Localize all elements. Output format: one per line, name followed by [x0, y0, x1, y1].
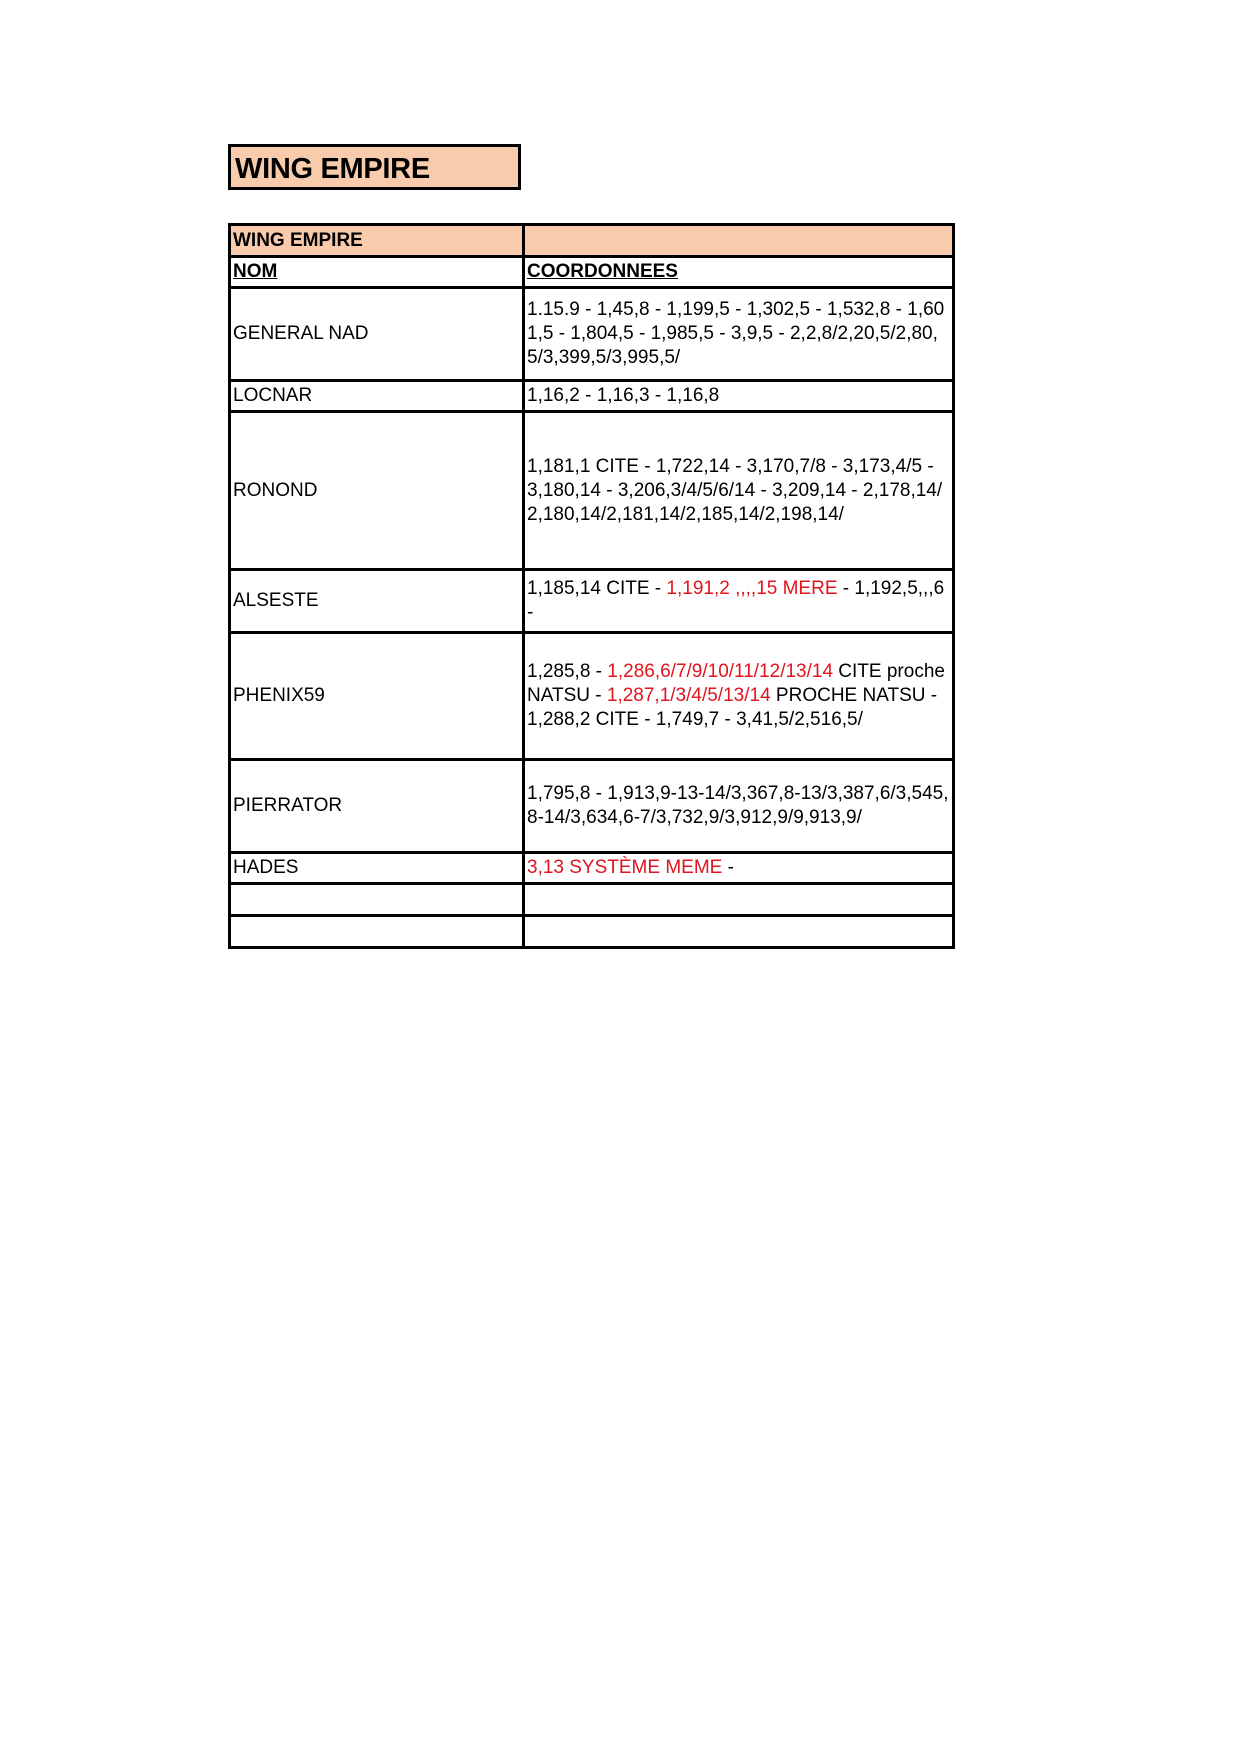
empty-table-row	[230, 916, 954, 948]
document-title: WING EMPIRE	[235, 153, 430, 185]
table-row	[230, 570, 954, 633]
coords-segment: 1,181,1 CITE - 1,722,14 - 3,170,7/8 - 3,173,4/5 - 3,180,14 - 3,206,3/4/5/6/14 - 3,209,14 - 2,178,14/2,180,14/2,181,14/2,185,14/2,198,14/	[527, 455, 943, 525]
row-name-cell: LOCNAR	[230, 381, 524, 412]
table-group-header-row	[230, 225, 954, 257]
table-row	[230, 633, 954, 760]
coords-segment: 1,286,6/7/9/10/11/12/13/14	[607, 661, 834, 682]
row-name-cell: PHENIX59	[230, 633, 524, 760]
coords-segment: - 1,192,5,,,6 -	[527, 578, 945, 623]
coords-segment: 1,287,1/3/4/5/13/14	[606, 685, 771, 706]
document-title-box	[228, 144, 521, 190]
row-coords-cell	[524, 381, 954, 412]
column-header-nom: NOM	[230, 257, 524, 288]
coords-segment: 3,13 SYSTÈME MEME	[527, 857, 723, 878]
table-row	[230, 412, 954, 570]
group-header-cell: WING EMPIRE	[230, 225, 524, 257]
table-row	[230, 381, 954, 412]
row-coords-cell	[524, 570, 954, 633]
column-header-row	[230, 257, 954, 288]
empty-cell	[230, 884, 524, 916]
coords-segment: CITE proche NATSU -	[527, 661, 945, 706]
row-coords-cell	[524, 288, 954, 381]
coords-segment: 1,191,2 ,,,,15 MERE	[666, 578, 838, 599]
row-coords-cell	[524, 412, 954, 570]
row-coords-cell	[524, 760, 954, 853]
empty-table-row	[230, 884, 954, 916]
empty-cell	[524, 916, 954, 948]
row-name-cell: ALSESTE	[230, 570, 524, 633]
empty-cell	[524, 884, 954, 916]
row-name-cell: GENERAL NAD	[230, 288, 524, 381]
coords-segment: 1.15.9 - 1,45,8 - 1,199,5 - 1,302,5 - 1,532,8 - 1,601,5 - 1,804,5 - 1,985,5 - 3,9,5 - 2,2,8/2,20,5/2,80,5/3,399,5/3,995,5/	[527, 299, 945, 368]
column-header-coordonnees: COORDONNEES	[524, 257, 954, 288]
row-name-cell: HADES	[230, 853, 524, 884]
table-row	[230, 760, 954, 853]
row-coords-cell	[524, 853, 954, 884]
table-row	[230, 853, 954, 884]
coords-segment: -	[722, 857, 734, 878]
row-name-cell: RONOND	[230, 412, 524, 570]
row-name-cell: PIERRATOR	[230, 760, 524, 853]
coords-segment: 1,16,2 - 1,16,3 - 1,16,8	[527, 385, 720, 406]
row-coords-cell	[524, 633, 954, 760]
group-header-empty-cell	[524, 225, 954, 257]
coords-segment: PROCHE NATSU - 1,288,2 CITE - 1,749,7 - 3,41,5/2,516,5/	[527, 685, 938, 730]
empty-cell	[230, 916, 524, 948]
coordinates-table	[228, 223, 955, 949]
coords-segment: 1,185,14 CITE -	[527, 578, 667, 599]
table-row	[230, 288, 954, 381]
coords-segment: 1,795,8 - 1,913,9-13-14/3,367,8-13/3,387,6/3,545,8-14/3,634,6-7/3,732,9/3,912,9/9,913,9/	[527, 783, 949, 828]
coords-segment: 1,285,8 -	[527, 661, 608, 682]
